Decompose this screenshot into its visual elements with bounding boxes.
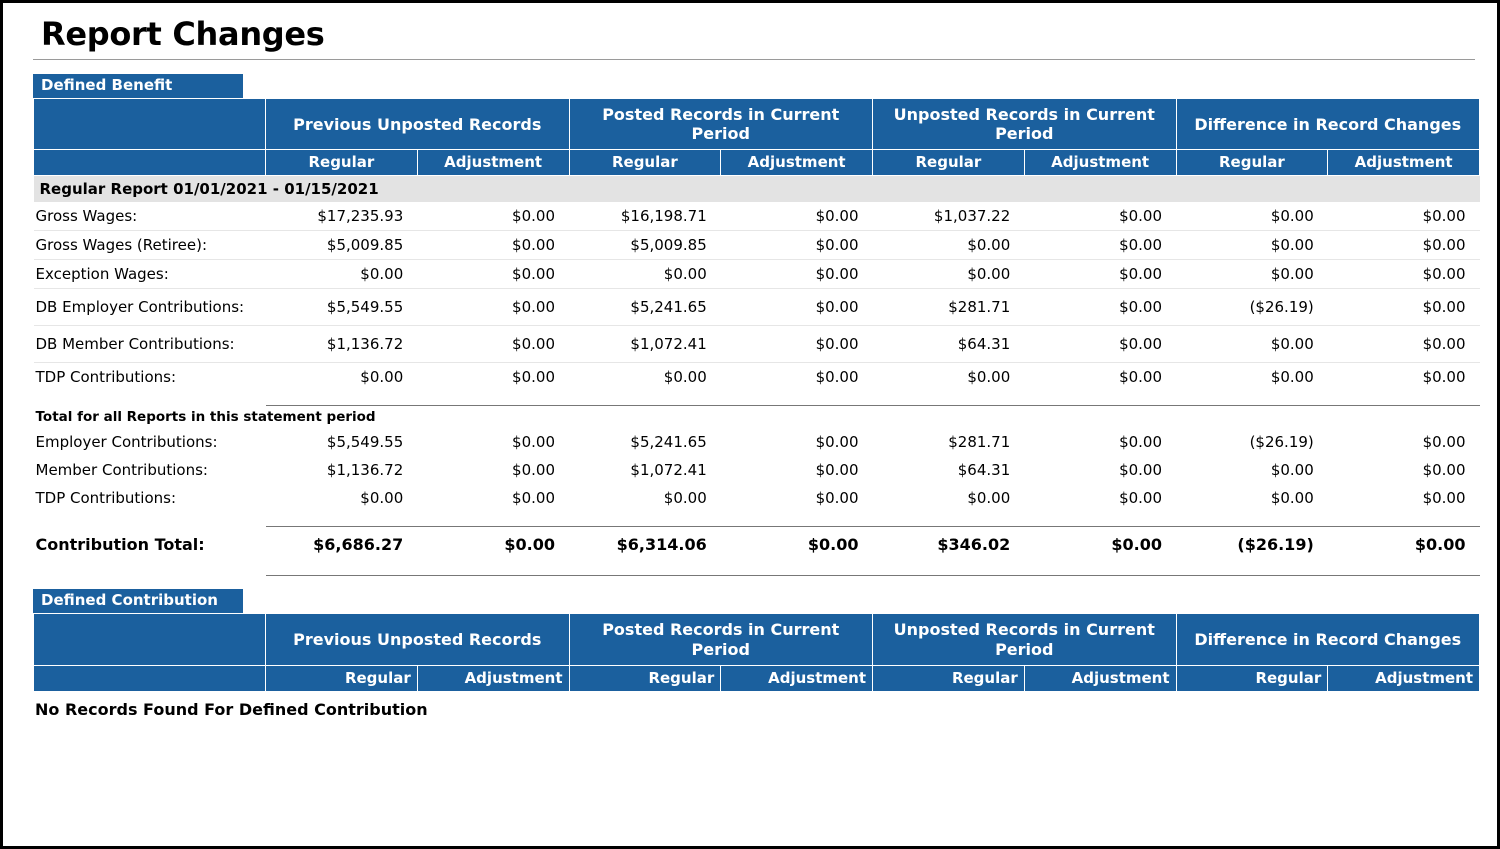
cell-value: $0.00 <box>417 484 569 512</box>
header-corner-cell <box>34 99 266 150</box>
cell-value: $0.00 <box>417 202 569 231</box>
cell-value: $0.00 <box>721 231 873 260</box>
cell-value: $0.00 <box>417 428 569 456</box>
cell-value: $0.00 <box>417 326 569 363</box>
cell-value: $1,136.72 <box>266 456 418 484</box>
dc-header-sub-adjustment-1: Adjustment <box>417 665 569 691</box>
cell-value: $0.00 <box>1328 202 1480 231</box>
cell-value: $0.00 <box>1024 289 1176 326</box>
row-label-db-employer-contributions: DB Employer Contributions: <box>34 289 266 326</box>
dc-table-header-groups <box>34 614 1480 665</box>
cell-value: $17,235.93 <box>266 202 418 231</box>
cell-value: $0.00 <box>1024 231 1176 260</box>
cell-value: $16,198.71 <box>569 202 721 231</box>
dc-table-header-subcolumns <box>34 665 1480 691</box>
cell-value: $0.00 <box>1176 484 1328 512</box>
row-label-tdp-contributions-total: TDP Contributions: <box>34 484 266 512</box>
cell-value: ($26.19) <box>1176 428 1328 456</box>
table-row <box>34 363 1480 392</box>
cell-value: $0.00 <box>873 260 1025 289</box>
defined-benefit-table <box>33 98 1480 577</box>
cell-value: $0.00 <box>721 363 873 392</box>
dc-header-corner-cell <box>34 614 266 665</box>
header-group-previous-unposted: Previous Unposted Records <box>266 99 570 150</box>
cell-value: $6,314.06 <box>616 535 707 555</box>
dc-header-subcorner-cell <box>34 665 266 691</box>
cell-value: $64.31 <box>873 326 1025 363</box>
cell-value: $0.00 <box>569 363 721 392</box>
cell-value: $5,009.85 <box>266 231 418 260</box>
defined-contribution-table <box>33 613 1480 691</box>
dc-header-sub-adjustment-4: Adjustment <box>1328 665 1480 691</box>
row-label-exception-wages: Exception Wages: <box>34 260 266 289</box>
section-tag-defined-benefit: Defined Benefit <box>33 74 243 98</box>
cell-value: $0.00 <box>1328 428 1480 456</box>
cell-value: $0.00 <box>721 289 873 326</box>
cell-value: $0.00 <box>1328 231 1480 260</box>
cell-value: $0.00 <box>1328 326 1480 363</box>
title-divider <box>33 59 1475 60</box>
row-label-contribution-total: Contribution Total: <box>35 535 205 555</box>
row-label-employer-contributions: Employer Contributions: <box>34 428 266 456</box>
cell-value: $0.00 <box>807 535 859 555</box>
table-header-groups <box>34 99 1480 150</box>
cell-value: $64.31 <box>873 456 1025 484</box>
cell-value: $0.00 <box>1024 326 1176 363</box>
dc-header-sub-adjustment-2: Adjustment <box>721 665 873 691</box>
cell-value: $0.00 <box>1176 326 1328 363</box>
cell-value: $1,072.41 <box>569 326 721 363</box>
dc-header-group-unposted-current: Unposted Records in Current Period <box>873 614 1177 665</box>
cell-value: $0.00 <box>1176 260 1328 289</box>
header-sub-regular-3: Regular <box>873 150 1025 176</box>
section-tag-defined-contribution: Defined Contribution <box>33 589 243 613</box>
cell-value: $0.00 <box>721 326 873 363</box>
cell-value: $0.00 <box>721 456 873 484</box>
table-row <box>34 456 1480 484</box>
cell-value: $0.00 <box>569 484 721 512</box>
cell-value: ($26.19) <box>1237 535 1314 555</box>
header-sub-adjustment-2: Adjustment <box>721 150 873 176</box>
report-period-label: Regular Report 01/01/2021 - 01/15/2021 <box>34 176 1480 203</box>
cell-value: $0.00 <box>1414 535 1466 555</box>
table-row <box>34 428 1480 456</box>
header-sub-adjustment-4: Adjustment <box>1328 150 1480 176</box>
cell-value: $0.00 <box>504 535 555 555</box>
cell-value: $0.00 <box>266 484 418 512</box>
cell-value: ($26.19) <box>1176 289 1328 326</box>
header-group-posted-current: Posted Records in Current Period <box>569 99 873 150</box>
cell-value: $0.00 <box>721 484 873 512</box>
totals-subtitle: Total for all Reports in this statement period <box>35 409 376 426</box>
header-subcorner-cell <box>34 150 266 176</box>
dc-header-sub-regular-1: Regular <box>266 665 418 691</box>
table-row <box>34 326 1480 363</box>
page-title: Report Changes <box>41 15 325 53</box>
cell-value: $0.00 <box>417 363 569 392</box>
dc-header-sub-regular-3: Regular <box>873 665 1025 691</box>
cell-value: $0.00 <box>721 260 873 289</box>
row-label-db-member-contributions: DB Member Contributions: <box>34 326 266 363</box>
cell-value: $5,241.65 <box>569 428 721 456</box>
cell-value: $0.00 <box>1328 456 1480 484</box>
cell-value: $0.00 <box>1111 535 1163 555</box>
row-label-tdp-contributions: TDP Contributions: <box>34 363 266 392</box>
table-row <box>34 202 1480 231</box>
cell-value: $0.00 <box>1328 260 1480 289</box>
cell-value: $0.00 <box>1328 289 1480 326</box>
cell-value: $0.00 <box>417 456 569 484</box>
header-group-unposted-current: Unposted Records in Current Period <box>873 99 1177 150</box>
cell-value: $0.00 <box>417 289 569 326</box>
row-spacer <box>34 561 1480 576</box>
cell-value: $0.00 <box>1024 260 1176 289</box>
cell-value: $281.71 <box>873 428 1025 456</box>
cell-value: $6,686.27 <box>313 535 404 555</box>
table-row <box>34 260 1480 289</box>
header-sub-adjustment-1: Adjustment <box>417 150 569 176</box>
cell-value: $5,009.85 <box>569 231 721 260</box>
dc-header-sub-regular-4: Regular <box>1176 665 1328 691</box>
grand-total-bottom-rule <box>34 576 1480 578</box>
cell-value: $0.00 <box>721 202 873 231</box>
header-sub-regular-2: Regular <box>569 150 721 176</box>
dc-header-group-posted-current: Posted Records in Current Period <box>569 614 873 665</box>
dc-header-group-previous-unposted: Previous Unposted Records <box>266 614 570 665</box>
cell-value: $1,136.72 <box>266 326 418 363</box>
header-group-difference: Difference in Record Changes <box>1176 99 1480 150</box>
cell-value: $0.00 <box>1176 456 1328 484</box>
cell-value: $0.00 <box>1176 363 1328 392</box>
header-sub-adjustment-3: Adjustment <box>1024 150 1176 176</box>
cell-value: $0.00 <box>721 428 873 456</box>
cell-value: $0.00 <box>1024 428 1176 456</box>
cell-value: $0.00 <box>1024 202 1176 231</box>
row-spacer <box>34 512 1480 527</box>
cell-value: $0.00 <box>266 363 418 392</box>
cell-value: $0.00 <box>1024 456 1176 484</box>
cell-value: $1,072.41 <box>569 456 721 484</box>
row-label-gross-wages: Gross Wages: <box>34 202 266 231</box>
cell-value: $0.00 <box>1176 231 1328 260</box>
cell-value: $0.00 <box>1328 484 1480 512</box>
grand-total-row <box>34 528 1480 561</box>
totals-subtitle-row <box>34 407 1480 428</box>
cell-value: $346.02 <box>937 535 1011 555</box>
cell-value: $5,549.55 <box>266 428 418 456</box>
cell-value: $281.71 <box>873 289 1025 326</box>
row-spacer <box>34 391 1480 406</box>
cell-value: $0.00 <box>873 363 1025 392</box>
cell-value: $0.00 <box>417 231 569 260</box>
dc-header-group-difference: Difference in Record Changes <box>1176 614 1480 665</box>
report-period-band <box>34 176 1480 203</box>
table-row <box>34 231 1480 260</box>
dc-empty-message: No Records Found For Defined Contribution <box>35 699 428 719</box>
cell-value: $5,241.65 <box>569 289 721 326</box>
cell-value: $0.00 <box>1024 363 1176 392</box>
table-row <box>34 484 1480 512</box>
row-label-gross-wages-retiree: Gross Wages (Retiree): <box>34 231 266 260</box>
cell-value: $0.00 <box>1024 484 1176 512</box>
dc-header-sub-regular-2: Regular <box>569 665 721 691</box>
cell-value: $1,037.22 <box>873 202 1025 231</box>
cell-value: $0.00 <box>1328 363 1480 392</box>
cell-value: $0.00 <box>1176 202 1328 231</box>
cell-value: $0.00 <box>417 260 569 289</box>
dc-header-sub-adjustment-3: Adjustment <box>1024 665 1176 691</box>
header-sub-regular-1: Regular <box>266 150 418 176</box>
cell-value: $5,549.55 <box>266 289 418 326</box>
table-row <box>34 289 1480 326</box>
row-label-member-contributions: Member Contributions: <box>34 456 266 484</box>
cell-value: $0.00 <box>569 260 721 289</box>
header-sub-regular-4: Regular <box>1176 150 1328 176</box>
cell-value: $0.00 <box>266 260 418 289</box>
cell-value: $0.00 <box>873 231 1025 260</box>
table-header-subcolumns <box>34 150 1480 176</box>
cell-value: $0.00 <box>873 484 1025 512</box>
